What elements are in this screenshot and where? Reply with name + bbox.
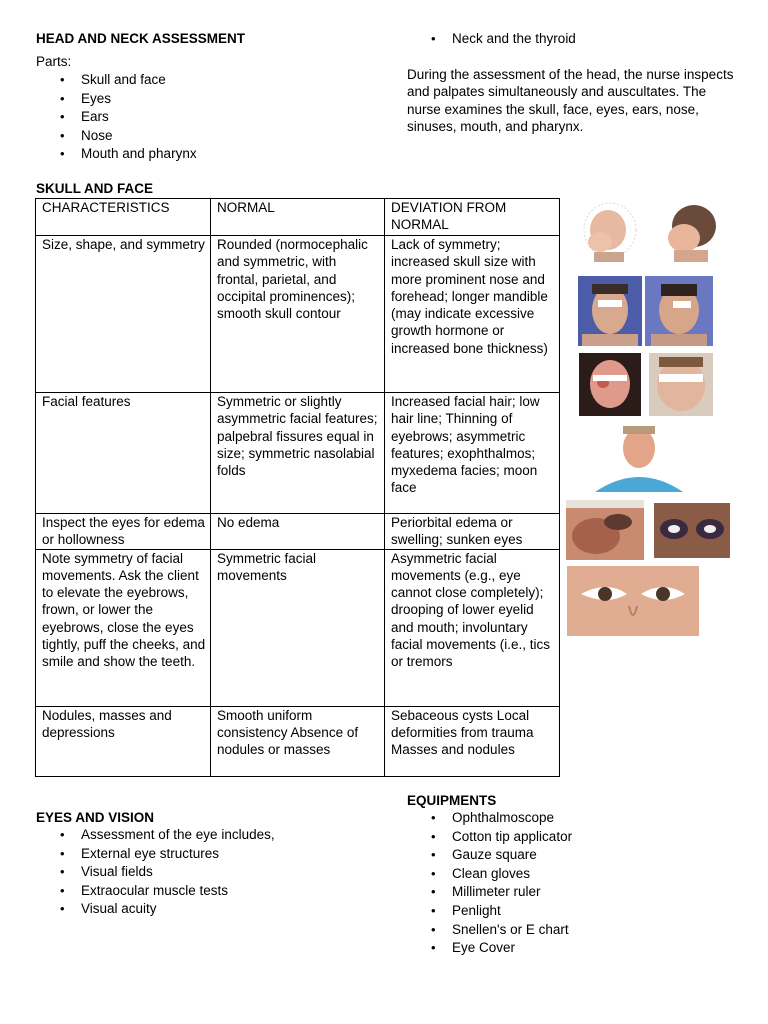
- list-item: • Clean gloves: [407, 865, 727, 884]
- table-cell: Asymmetric facial movements (e.g., eye cannot close completely); drooping of lower eyelid and mouth; involuntary facial movements (i.e., tics or tremors: [385, 549, 560, 706]
- list-item: • Visual fields: [36, 863, 366, 882]
- table-cell: Symmetric or slightly asymmetric facial features; palpebral fissures equal in size; symmetric nasolabial folds: [211, 393, 385, 514]
- table-cell: Periorbital edema or swelling; sunken eyes: [385, 514, 560, 550]
- page-title: HEAD AND NECK ASSESSMENT: [36, 31, 246, 46]
- list-item: • Visual acuity: [36, 900, 366, 919]
- list-item: • Neck and the thyroid: [407, 30, 737, 49]
- intro-paragraph: During the assessment of the head, the nurse inspects and palpates simultaneously and auscultates. The nurse examines the skull, face, eyes, ears, nose, sinuses, mouth, and pharynx.: [407, 67, 734, 135]
- table-header-cell: DEVIATION FROM NORMAL: [385, 199, 560, 236]
- infant-skull-photo-1: [576, 200, 638, 264]
- table-header-cell: CHARACTERISTICS: [36, 199, 211, 236]
- table-cell: Increased facial hair; low hair line; Thinning of eyebrows; asymmetric features; exophthalmos; myxedema facies; moon face: [385, 393, 560, 514]
- man-smiling-photo: [591, 424, 687, 492]
- list-item: • Eyes: [36, 90, 366, 109]
- acromegaly-front-photo: [578, 276, 642, 346]
- list-item: • Millimeter ruler: [407, 883, 727, 902]
- table-cell: Sebaceous cysts Local deformities from trauma Masses and nodules: [385, 706, 560, 776]
- eyes-vision-heading: EYES AND VISION: [36, 810, 155, 825]
- table-cell: Rounded (normocephalic and symmetric, with frontal, parietal, and occipital prominences); smooth skull contour: [211, 236, 385, 393]
- table-cell: Lack of symmetry; increased skull size with more prominent nose and forehead; longer mandible (may indicate excessive growth hormone or increased bone thickness): [385, 236, 560, 393]
- parts-list-continued: [407, 30, 737, 49]
- moon-face-photo-2: [649, 353, 713, 416]
- moon-face-photo-1: [579, 353, 641, 416]
- infant-skull-photo-2: [654, 200, 720, 264]
- list-item: • Skull and face: [36, 71, 366, 90]
- table-cell: No edema: [211, 514, 385, 550]
- table-cell: Symmetric facial movements: [211, 549, 385, 706]
- table-cell: Smooth uniform consistency Absence of nodules or masses: [211, 706, 385, 776]
- list-item: • Cotton tip applicator: [407, 828, 727, 847]
- skull-face-table: [35, 198, 560, 777]
- list-item: • Penlight: [407, 902, 727, 921]
- list-item: • Extraocular muscle tests: [36, 882, 366, 901]
- table-cell: Size, shape, and symmetry: [36, 236, 211, 393]
- table-row: [36, 514, 560, 550]
- table-row: [36, 706, 560, 776]
- parts-label: Parts:: [36, 54, 72, 69]
- list-item: • Ophthalmoscope: [407, 809, 727, 828]
- table-row: [36, 549, 560, 706]
- eyes-vision-list: [36, 826, 366, 919]
- table-cell: Note symmetry of facial movements. Ask the client to elevate the eyebrows, frown, or lower the eyebrows, close the eyes tightly, puff the cheeks, and smile and show the teeth.: [36, 549, 211, 706]
- list-item: • Snellen's or E chart: [407, 921, 727, 940]
- equipments-heading: EQUIPMENTS: [407, 793, 497, 808]
- skull-face-heading: SKULL AND FACE: [36, 181, 154, 196]
- periorbital-edema-photo: [566, 500, 644, 560]
- equipments-list: [407, 809, 727, 958]
- parts-list: [36, 71, 366, 164]
- list-item: • Ears: [36, 108, 366, 127]
- table-cell: Inspect the eyes for edema or hollowness: [36, 514, 211, 550]
- list-item: • Assessment of the eye includes,: [36, 826, 366, 845]
- table-header-row: [36, 199, 560, 236]
- list-item: • Gauze square: [407, 846, 727, 865]
- list-item: • Mouth and pharynx: [36, 145, 366, 164]
- list-item: • Eye Cover: [407, 939, 727, 958]
- list-item: • Nose: [36, 127, 366, 146]
- table-row: [36, 236, 560, 393]
- drooping-eyelid-photo: [567, 566, 699, 636]
- acromegaly-profile-photo: [645, 276, 713, 346]
- table-header-cell: NORMAL: [211, 199, 385, 236]
- table-row: [36, 393, 560, 514]
- bruised-eyes-photo: [654, 503, 730, 558]
- list-item: • External eye structures: [36, 845, 366, 864]
- table-cell: Facial features: [36, 393, 211, 514]
- table-cell: Nodules, masses and depressions: [36, 706, 211, 776]
